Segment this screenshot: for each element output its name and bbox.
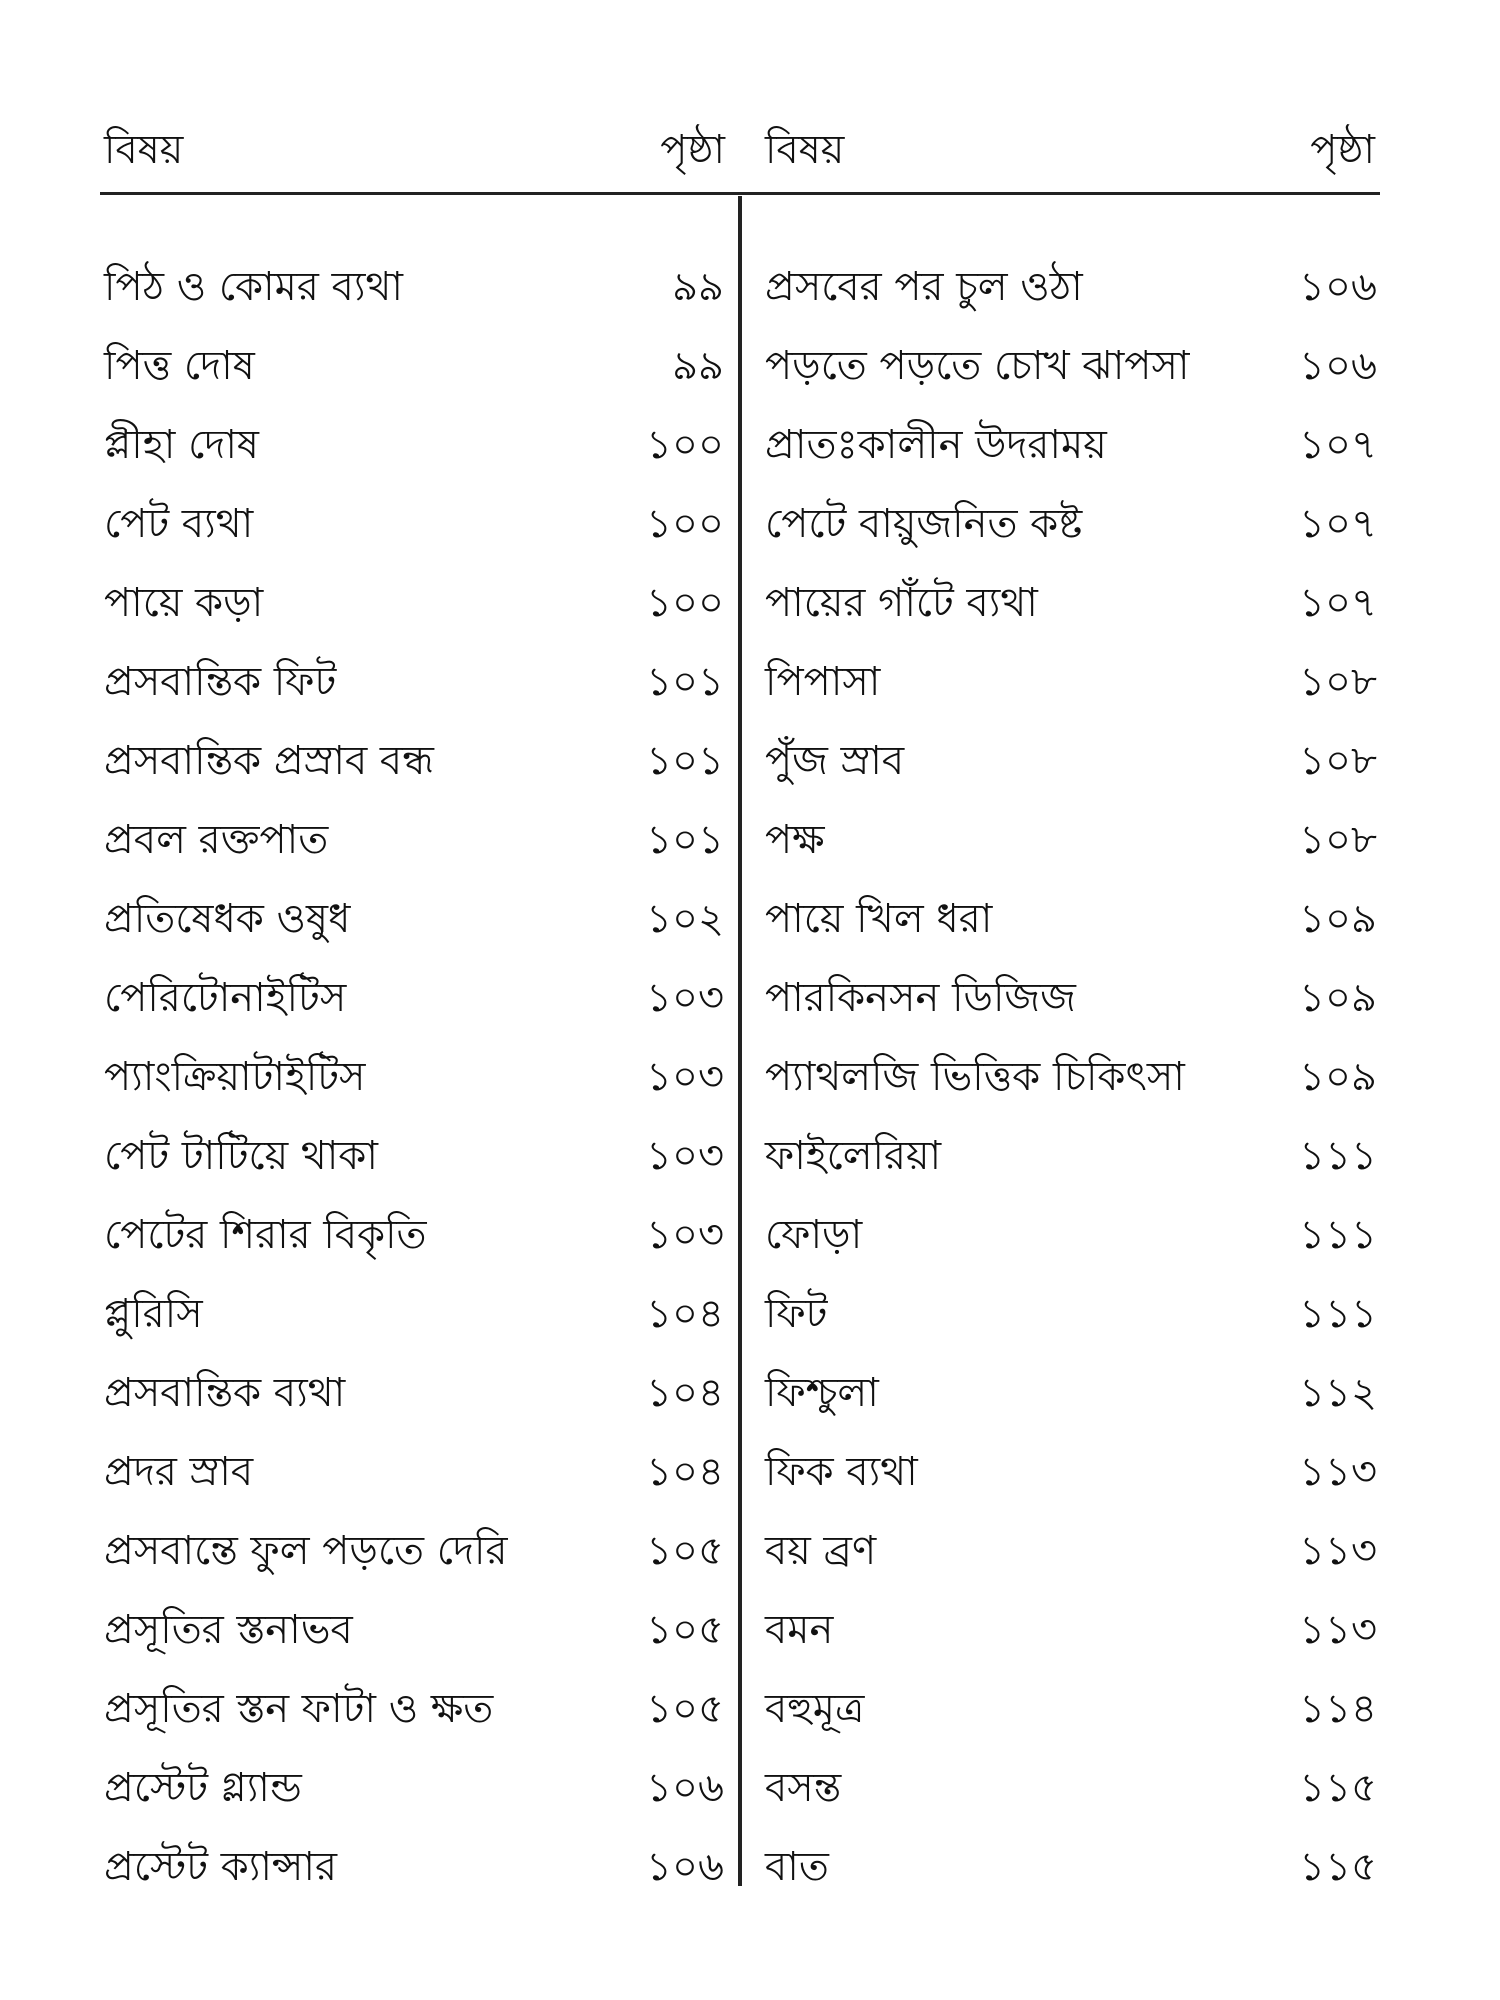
entry-subject: পেটে বায়ুজনিত কষ্ট xyxy=(765,501,1083,547)
entry-subject: পিপাসা xyxy=(765,659,881,705)
right-index-entry xyxy=(765,406,1385,485)
entry-page-number: ১০৩ xyxy=(646,1212,724,1258)
entry-subject: পায়ে কড়া xyxy=(104,580,264,626)
entry-subject: প্রসূতির স্তন ফাটা ও ক্ষত xyxy=(104,1686,494,1732)
entry-subject: পিত্ত দোষ xyxy=(104,343,255,389)
entry-page-number: ১০৩ xyxy=(646,1133,724,1179)
entry-page-number: ১০৭ xyxy=(1299,422,1377,468)
left-index-entry xyxy=(104,722,724,801)
entry-subject: পেটের শিরার বিকৃতি xyxy=(104,1212,427,1258)
entry-page-number: ১১৩ xyxy=(1299,1449,1377,1495)
entry-subject: পেরিটোনাইটিস xyxy=(104,975,347,1021)
right-index-entry xyxy=(765,1512,1385,1591)
right-index-entry xyxy=(765,1117,1385,1196)
right-index-entry xyxy=(765,722,1385,801)
entry-page-number: ১০৪ xyxy=(646,1449,724,1495)
entry-subject: পড়তে পড়তে চোখ ঝাপসা xyxy=(765,343,1190,389)
right-index-entry xyxy=(765,1591,1385,1670)
right-index-entry xyxy=(765,880,1385,959)
entry-page-number: ১০৩ xyxy=(646,975,724,1021)
entry-subject: প্যাংক্রিয়াটাইটিস xyxy=(104,1054,366,1100)
left-index-entry xyxy=(104,248,724,327)
left-index-entry xyxy=(104,1038,724,1117)
entry-subject: পারকিনসন ডিজিজ xyxy=(765,975,1076,1021)
left-index-entry xyxy=(104,643,724,722)
entry-page-number: ১১৪ xyxy=(1299,1686,1377,1732)
left-index-entry xyxy=(104,1749,724,1828)
right-index-entry xyxy=(765,1196,1385,1275)
entry-page-number: ১০৯ xyxy=(1299,896,1377,942)
right-index-entry xyxy=(765,1354,1385,1433)
entry-page-number: ১১৫ xyxy=(1299,1765,1377,1811)
entry-subject: ফিক ব্যথা xyxy=(765,1449,918,1495)
entry-subject: বহুমূত্র xyxy=(765,1686,865,1732)
entry-page-number: ১০৪ xyxy=(646,1291,724,1337)
right-index-entry xyxy=(765,1828,1385,1907)
entry-subject: পেট টাটিয়ে থাকা xyxy=(104,1133,378,1179)
entry-page-number: ১০৫ xyxy=(646,1686,724,1732)
right-index-entry xyxy=(765,485,1385,564)
entry-subject: প্রসবান্তিক ব্যথা xyxy=(104,1370,346,1416)
entry-subject: বয় ব্রণ xyxy=(765,1528,877,1574)
entry-subject: পায়ে খিল ধরা xyxy=(765,896,993,942)
entry-page-number: ১০৮ xyxy=(1299,817,1377,863)
entry-page-number: ১০৮ xyxy=(1299,738,1377,784)
entry-page-number: ১০৫ xyxy=(646,1607,724,1653)
entry-subject: প্রসবান্তে ফুল পড়তে দেরি xyxy=(104,1528,508,1574)
entry-subject: বাত xyxy=(765,1844,829,1890)
right-index-entry xyxy=(765,1433,1385,1512)
right-index-entry xyxy=(765,1038,1385,1117)
left-index-entry xyxy=(104,880,724,959)
left-subject-header: বিষয় xyxy=(104,127,184,173)
entry-page-number: ১০৬ xyxy=(1299,343,1377,389)
entry-subject: ফিট xyxy=(765,1291,828,1337)
entry-page-number: ১০৯ xyxy=(1299,1054,1377,1100)
right-subject-header: বিষয় xyxy=(765,127,845,173)
entry-subject: বসন্ত xyxy=(765,1765,842,1811)
entry-page-number: ১১১ xyxy=(1299,1133,1377,1179)
entry-subject: পক্ষ xyxy=(765,817,825,863)
entry-subject: পেট ব্যথা xyxy=(104,501,254,547)
entry-subject: প্রদর স্রাব xyxy=(104,1449,254,1495)
entry-subject: প্রসবান্তিক প্রস্রাব বন্ধ xyxy=(104,738,434,784)
left-index-entry xyxy=(104,959,724,1038)
left-index-entry xyxy=(104,485,724,564)
left-index-entry xyxy=(104,1591,724,1670)
left-index-column xyxy=(104,248,724,1907)
entry-page-number: ১১৩ xyxy=(1299,1528,1377,1574)
left-index-entry xyxy=(104,564,724,643)
entry-page-number: ১০৮ xyxy=(1299,659,1377,705)
left-index-entry xyxy=(104,1354,724,1433)
left-index-entry xyxy=(104,1196,724,1275)
entry-page-number: ১১৩ xyxy=(1299,1607,1377,1653)
right-index-entry xyxy=(765,1670,1385,1749)
entry-subject: বমন xyxy=(765,1607,834,1653)
entry-page-number: ১০১ xyxy=(646,659,724,705)
left-index-entry xyxy=(104,1828,724,1907)
entry-page-number: ১০১ xyxy=(646,817,724,863)
entry-subject: প্লীহা দোষ xyxy=(104,422,259,468)
right-index-entry xyxy=(765,801,1385,880)
entry-subject: প্রস্টেট গ্ল্যান্ড xyxy=(104,1765,302,1811)
left-index-entry xyxy=(104,1275,724,1354)
right-index-entry xyxy=(765,643,1385,722)
entry-page-number: ১০৫ xyxy=(646,1528,724,1574)
entry-subject: প্রস্টেট ক্যান্সার xyxy=(104,1844,338,1890)
right-page-header: পৃষ্ঠা xyxy=(1310,127,1375,173)
header-rule xyxy=(100,192,1380,195)
entry-page-number: ১১২ xyxy=(1299,1370,1377,1416)
entry-page-number: ১০০ xyxy=(646,422,724,468)
entry-page-number: ১১১ xyxy=(1299,1291,1377,1337)
entry-subject: ফাইলেরিয়া xyxy=(765,1133,942,1179)
column-divider xyxy=(738,196,742,1886)
entry-subject: প্রতিষেধক ওষুধ xyxy=(104,896,351,942)
left-index-entry xyxy=(104,1512,724,1591)
left-index-entry xyxy=(104,1670,724,1749)
right-index-column xyxy=(765,248,1385,1907)
entry-page-number: ৯৯ xyxy=(672,264,724,310)
entry-subject: পায়ের গাঁটে ব্যথা xyxy=(765,580,1038,626)
right-index-entry xyxy=(765,327,1385,406)
left-index-entry xyxy=(104,1117,724,1196)
entry-page-number: ১০৭ xyxy=(1299,580,1377,626)
entry-subject: ফোড়া xyxy=(765,1212,863,1258)
entry-page-number: ১০৭ xyxy=(1299,501,1377,547)
entry-page-number: ১০০ xyxy=(646,580,724,626)
right-index-entry xyxy=(765,564,1385,643)
right-index-entry xyxy=(765,1275,1385,1354)
entry-page-number: ১০৪ xyxy=(646,1370,724,1416)
entry-page-number: ১১১ xyxy=(1299,1212,1377,1258)
right-index-entry xyxy=(765,959,1385,1038)
entry-subject: প্রসবের পর চুল ওঠা xyxy=(765,264,1083,310)
entry-subject: প্রাতঃকালীন উদরাময় xyxy=(765,422,1107,468)
entry-subject: পুঁজ স্রাব xyxy=(765,738,905,784)
entry-page-number: ১০২ xyxy=(646,896,724,942)
left-index-entry xyxy=(104,327,724,406)
entry-subject: প্রবল রক্তপাত xyxy=(104,817,329,863)
left-index-entry xyxy=(104,801,724,880)
entry-subject: প্যাথলজি ভিত্তিক চিকিৎসা xyxy=(765,1054,1185,1100)
left-page-header: পৃষ্ঠা xyxy=(660,127,725,173)
entry-page-number: ১১৫ xyxy=(1299,1844,1377,1890)
left-index-entry xyxy=(104,1433,724,1512)
entry-page-number: ৯৯ xyxy=(672,343,724,389)
entry-subject: ফিশ্চুলা xyxy=(765,1370,879,1416)
entry-subject: প্রসবান্তিক ফিট xyxy=(104,659,337,705)
entry-page-number: ১০৩ xyxy=(646,1054,724,1100)
right-index-entry xyxy=(765,248,1385,327)
entry-subject: প্রসূতির স্তনাভব xyxy=(104,1607,353,1653)
entry-page-number: ১০৬ xyxy=(646,1844,724,1890)
entry-page-number: ১০৬ xyxy=(1299,264,1377,310)
entry-page-number: ১০৯ xyxy=(1299,975,1377,1021)
right-index-entry xyxy=(765,1749,1385,1828)
entry-page-number: ১০০ xyxy=(646,501,724,547)
entry-page-number: ১০৬ xyxy=(646,1765,724,1811)
entry-subject: প্লুরিসি xyxy=(104,1291,203,1337)
entry-page-number: ১০১ xyxy=(646,738,724,784)
entry-subject: পিঠ ও কোমর ব্যথা xyxy=(104,264,403,310)
left-index-entry xyxy=(104,406,724,485)
